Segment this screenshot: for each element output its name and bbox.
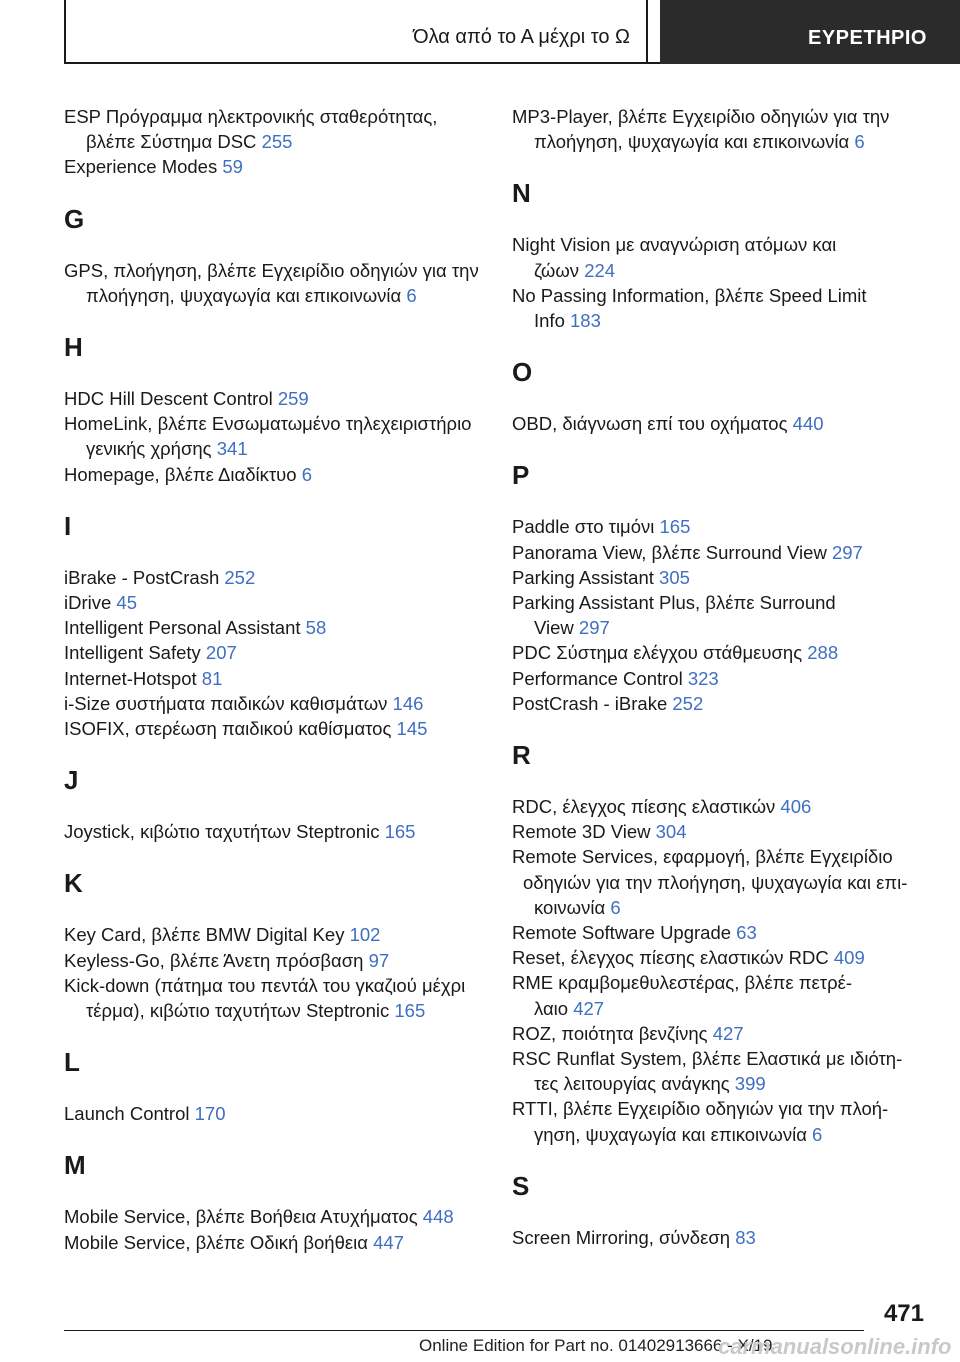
page-link[interactable]: 224 — [584, 259, 616, 281]
page-link[interactable]: 6 — [610, 896, 621, 918]
entry-text: PDC Σύστημα ελέγχου στάθμευσης — [512, 642, 803, 664]
entry-text: οδηγιών για την πλοήγηση, ψυχαγωγία και επι- — [523, 871, 908, 893]
page-link[interactable]: 165 — [659, 516, 691, 538]
page-link[interactable]: 297 — [578, 617, 610, 639]
entry-text: Homepage, βλέπε Διαδίκτυο — [64, 463, 297, 485]
page-link[interactable]: 63 — [736, 922, 757, 944]
entry-text: GPS, πλοήγηση, βλέπε Εγχειρίδιο οδηγιών για την — [64, 259, 479, 281]
entry-text: Screen Mirroring, σύνδεση — [512, 1226, 731, 1248]
entry-text: ISOFIX, στερέωση παιδικού καθίσματος — [64, 718, 392, 740]
page-link[interactable]: 252 — [224, 566, 256, 588]
index-entry — [512, 945, 932, 970]
entry-text: Remote Services, εφαρμογή, βλέπε Εγχειρίδιο — [512, 846, 893, 868]
index-entry — [512, 1021, 932, 1046]
section-letter: G — [64, 203, 85, 234]
index-entry — [64, 1101, 484, 1126]
page-link[interactable]: 59 — [222, 156, 243, 178]
breadcrumb[interactable]: Όλα από το Α μέχρι το Ω — [413, 26, 630, 48]
page-link[interactable]: 207 — [205, 642, 237, 664]
entry-text: Kick-down (πάτημα του πεντάλ του γκαζιού μέχρι — [64, 974, 466, 996]
page-link[interactable]: 83 — [735, 1226, 756, 1248]
index-entry — [512, 819, 932, 844]
index-entry — [512, 666, 932, 691]
index-entry — [64, 922, 484, 947]
page-link[interactable]: 323 — [687, 667, 719, 689]
section-letter: L — [64, 1047, 80, 1078]
entry-text: Intelligent Safety — [64, 642, 201, 664]
page-link[interactable]: 447 — [373, 1231, 404, 1253]
page-link[interactable]: 102 — [349, 924, 381, 946]
page-link[interactable]: 97 — [368, 949, 390, 971]
page-link[interactable]: 341 — [216, 438, 248, 460]
entry-text: βλέπε Σύστημα DSC — [86, 131, 257, 153]
index-entry — [512, 970, 932, 1020]
index-entry — [64, 666, 484, 691]
entry-cont-line — [64, 436, 484, 461]
page-link[interactable]: 305 — [659, 566, 690, 588]
page-link[interactable]: 399 — [734, 1073, 766, 1095]
index-entry — [64, 716, 484, 741]
entry-cont-line — [512, 129, 932, 154]
entry-text: ROZ, ποιότητα βενζίνης — [512, 1022, 708, 1044]
header-breadcrumb-box — [64, 0, 648, 62]
page-link[interactable]: 255 — [261, 131, 293, 153]
entry-cont-line — [512, 615, 932, 640]
entry-text: Parking Assistant — [512, 566, 654, 588]
page-link[interactable]: 409 — [833, 947, 865, 969]
entry-text: iBrake - PostCrash — [64, 566, 220, 588]
index-entry — [64, 104, 484, 154]
index-entry — [512, 1046, 932, 1096]
entry-text: i-Size συστήματα παιδικών καθισμάτων — [64, 692, 388, 714]
section-letter: R — [512, 740, 531, 771]
section-letter: K — [64, 868, 83, 899]
entry-text: Performance Control — [512, 667, 683, 689]
index-entry — [64, 411, 484, 461]
index-entry — [64, 462, 484, 487]
section-letter: S — [512, 1170, 530, 1201]
index-entry — [512, 540, 932, 565]
page-link[interactable]: 440 — [792, 413, 824, 435]
index-entry — [64, 258, 484, 308]
section-letter: M — [64, 1150, 86, 1181]
index-entry — [512, 920, 932, 945]
watermark: carmanualsonline.info — [718, 1334, 952, 1359]
page-link[interactable]: 6 — [406, 284, 417, 306]
entry-text: Reset, έλεγχος πίεσης ελαστικών RDC — [512, 947, 829, 969]
index-column-right — [512, 104, 932, 1250]
entry-text: κοινωνία — [534, 896, 606, 918]
entry-text: γηση, ψυχαγωγία και επικοινωνία — [534, 1123, 807, 1145]
entry-text: Intelligent Personal Assistant — [64, 617, 301, 639]
entry-text: Launch Control — [64, 1103, 190, 1125]
page-link[interactable]: 146 — [392, 692, 424, 714]
page-link[interactable]: 427 — [712, 1022, 744, 1044]
entry-cont-line — [512, 996, 932, 1021]
index-entry — [64, 1204, 484, 1229]
entry-text: RME κραμβομεθυλεστέρας, βλέπε πετρέ- — [512, 972, 853, 994]
index-entry — [64, 948, 484, 973]
entry-text: πλοήγηση, ψυχαγωγία και επικοινωνία — [86, 284, 402, 306]
section-letter: I — [64, 510, 72, 541]
page-link[interactable]: 81 — [201, 667, 223, 689]
index-entry — [512, 104, 932, 154]
page-link[interactable]: 259 — [277, 388, 309, 410]
index-entry — [512, 283, 932, 333]
index-entry — [512, 794, 932, 819]
entry-text: PostCrash - iBrake — [512, 692, 668, 714]
index-entry — [64, 615, 484, 640]
entry-cont-line — [512, 258, 932, 283]
tab-index[interactable]: ΕΥΡΕΤΗΡΙΟ — [660, 0, 960, 64]
page-link[interactable]: 183 — [570, 310, 601, 332]
entry-text: HDC Hill Descent Control — [64, 388, 273, 410]
index-entry — [512, 1225, 932, 1250]
page-link[interactable]: 170 — [194, 1103, 226, 1125]
index-entry — [512, 844, 932, 920]
page-link[interactable]: 297 — [831, 541, 863, 563]
index-entry — [64, 640, 484, 665]
page-link[interactable]: 6 — [812, 1123, 823, 1145]
entry-cont-line — [512, 895, 932, 920]
entry-text: Panorama View, βλέπε Surround View — [512, 541, 827, 563]
entry-text: Experience Modes — [64, 156, 218, 178]
page-link[interactable]: 58 — [305, 617, 327, 639]
index-entry — [512, 640, 932, 665]
section-letter: P — [512, 460, 530, 491]
entry-text: Paddle στο τιμόνι — [512, 516, 655, 538]
page-link[interactable]: 252 — [672, 692, 704, 714]
index-entry — [64, 386, 484, 411]
entry-text: iDrive — [64, 592, 112, 614]
entry-text: MP3-Player, βλέπε Εγχειρίδιο οδηγιών για την — [512, 106, 890, 127]
entry-cont-line — [64, 998, 484, 1023]
page-link[interactable]: 427 — [573, 997, 605, 1019]
entry-cont-line — [64, 129, 484, 154]
entry-text: RSC Runflat System, βλέπε Ελαστικά με ιδιότη- — [512, 1048, 903, 1070]
page-link[interactable]: 45 — [116, 592, 137, 614]
page-link[interactable]: 6 — [301, 463, 313, 485]
index-entry — [64, 973, 484, 1023]
index-column-left — [64, 104, 484, 1255]
edition-note: Online Edition for Part no. 01402913666 - X/19 — [419, 1336, 773, 1355]
entry-text: RTTI, βλέπε Εγχειρίδιο οδηγιών για την πλοή- — [512, 1098, 889, 1120]
page-link[interactable]: 6 — [854, 131, 865, 153]
entry-text: RDC, έλεγχος πίεσης ελαστικών — [512, 796, 776, 818]
page-link[interactable]: 145 — [396, 718, 428, 740]
entry-text: OBD, διάγνωση επί του οχήματος — [512, 413, 788, 435]
index-entry — [64, 590, 484, 615]
entry-text: Joystick, κιβώτιο ταχυτήτων Steptronic — [64, 821, 380, 843]
entry-cont-line — [512, 308, 932, 333]
index-entry — [64, 154, 484, 179]
entry-text: Mobile Service, βλέπε Βοήθεια Ατυχήματος — [64, 1206, 418, 1228]
entry-cont-line — [512, 1122, 932, 1147]
entry-text: Remote Software Upgrade — [512, 922, 732, 944]
entry-text: τέρμα), κιβώτιο ταχυτήτων Steptronic — [86, 1000, 390, 1022]
entry-text: Night Vision με αναγνώριση ατόμων και — [512, 234, 837, 256]
index-entry — [64, 565, 484, 590]
entry-text: Internet-Hotspot — [64, 667, 197, 689]
page-link[interactable]: 448 — [422, 1206, 454, 1228]
entry-text: τες λειτουργίας ανάγκης — [534, 1073, 730, 1095]
page-link[interactable]: 165 — [384, 821, 416, 843]
entry-text: Remote 3D View — [512, 821, 651, 843]
index-entry — [512, 691, 932, 716]
entry-text: HomeLink, βλέπε Ενσωματωμένο τηλεχειριστήριο — [64, 413, 472, 435]
entry-cont-line — [512, 1071, 932, 1096]
entry-text: ESP Πρόγραμμα ηλεκτρονικής σταθερότητας, — [64, 106, 438, 127]
index-entry — [512, 411, 932, 436]
section-letter: J — [64, 765, 79, 796]
entry-text: Keyless-Go, βλέπε Άνετη πρόσβαση — [64, 949, 364, 971]
entry-text: View — [534, 617, 574, 639]
page-link[interactable]: 406 — [780, 796, 812, 818]
index-entry — [64, 819, 484, 844]
section-letter: N — [512, 178, 531, 209]
entry-text: ζώων — [534, 259, 580, 281]
entry-cont-line — [64, 283, 484, 308]
page-number: 471 — [883, 1300, 924, 1327]
entry-text: No Passing Information, βλέπε Speed Limit — [512, 284, 867, 306]
entry-text: Parking Assistant Plus, βλέπε Surround — [512, 592, 836, 614]
page-link[interactable]: 304 — [655, 821, 687, 843]
index-entry — [512, 232, 932, 282]
entry-text: γενικής χρήσης — [86, 438, 212, 460]
index-entry — [64, 1230, 484, 1255]
section-letter: O — [512, 357, 533, 388]
entry-text: Mobile Service, βλέπε Οδική βοήθεια — [64, 1231, 368, 1253]
index-entry — [512, 1096, 932, 1146]
entry-text: Key Card, βλέπε BMW Digital Key — [64, 924, 345, 946]
page-link[interactable]: 165 — [394, 1000, 426, 1022]
index-entry — [64, 691, 484, 716]
entry-text: Info — [534, 310, 565, 332]
section-letter: H — [64, 332, 83, 363]
index-entry — [512, 565, 932, 590]
index-entry — [512, 590, 932, 640]
footer-rule — [64, 1330, 864, 1331]
page-link[interactable]: 288 — [807, 642, 839, 664]
index-entry — [512, 514, 932, 539]
entry-text: πλοήγηση, ψυχαγωγία και επικοινωνία — [534, 131, 850, 153]
entry-text: λαιο — [534, 997, 569, 1019]
